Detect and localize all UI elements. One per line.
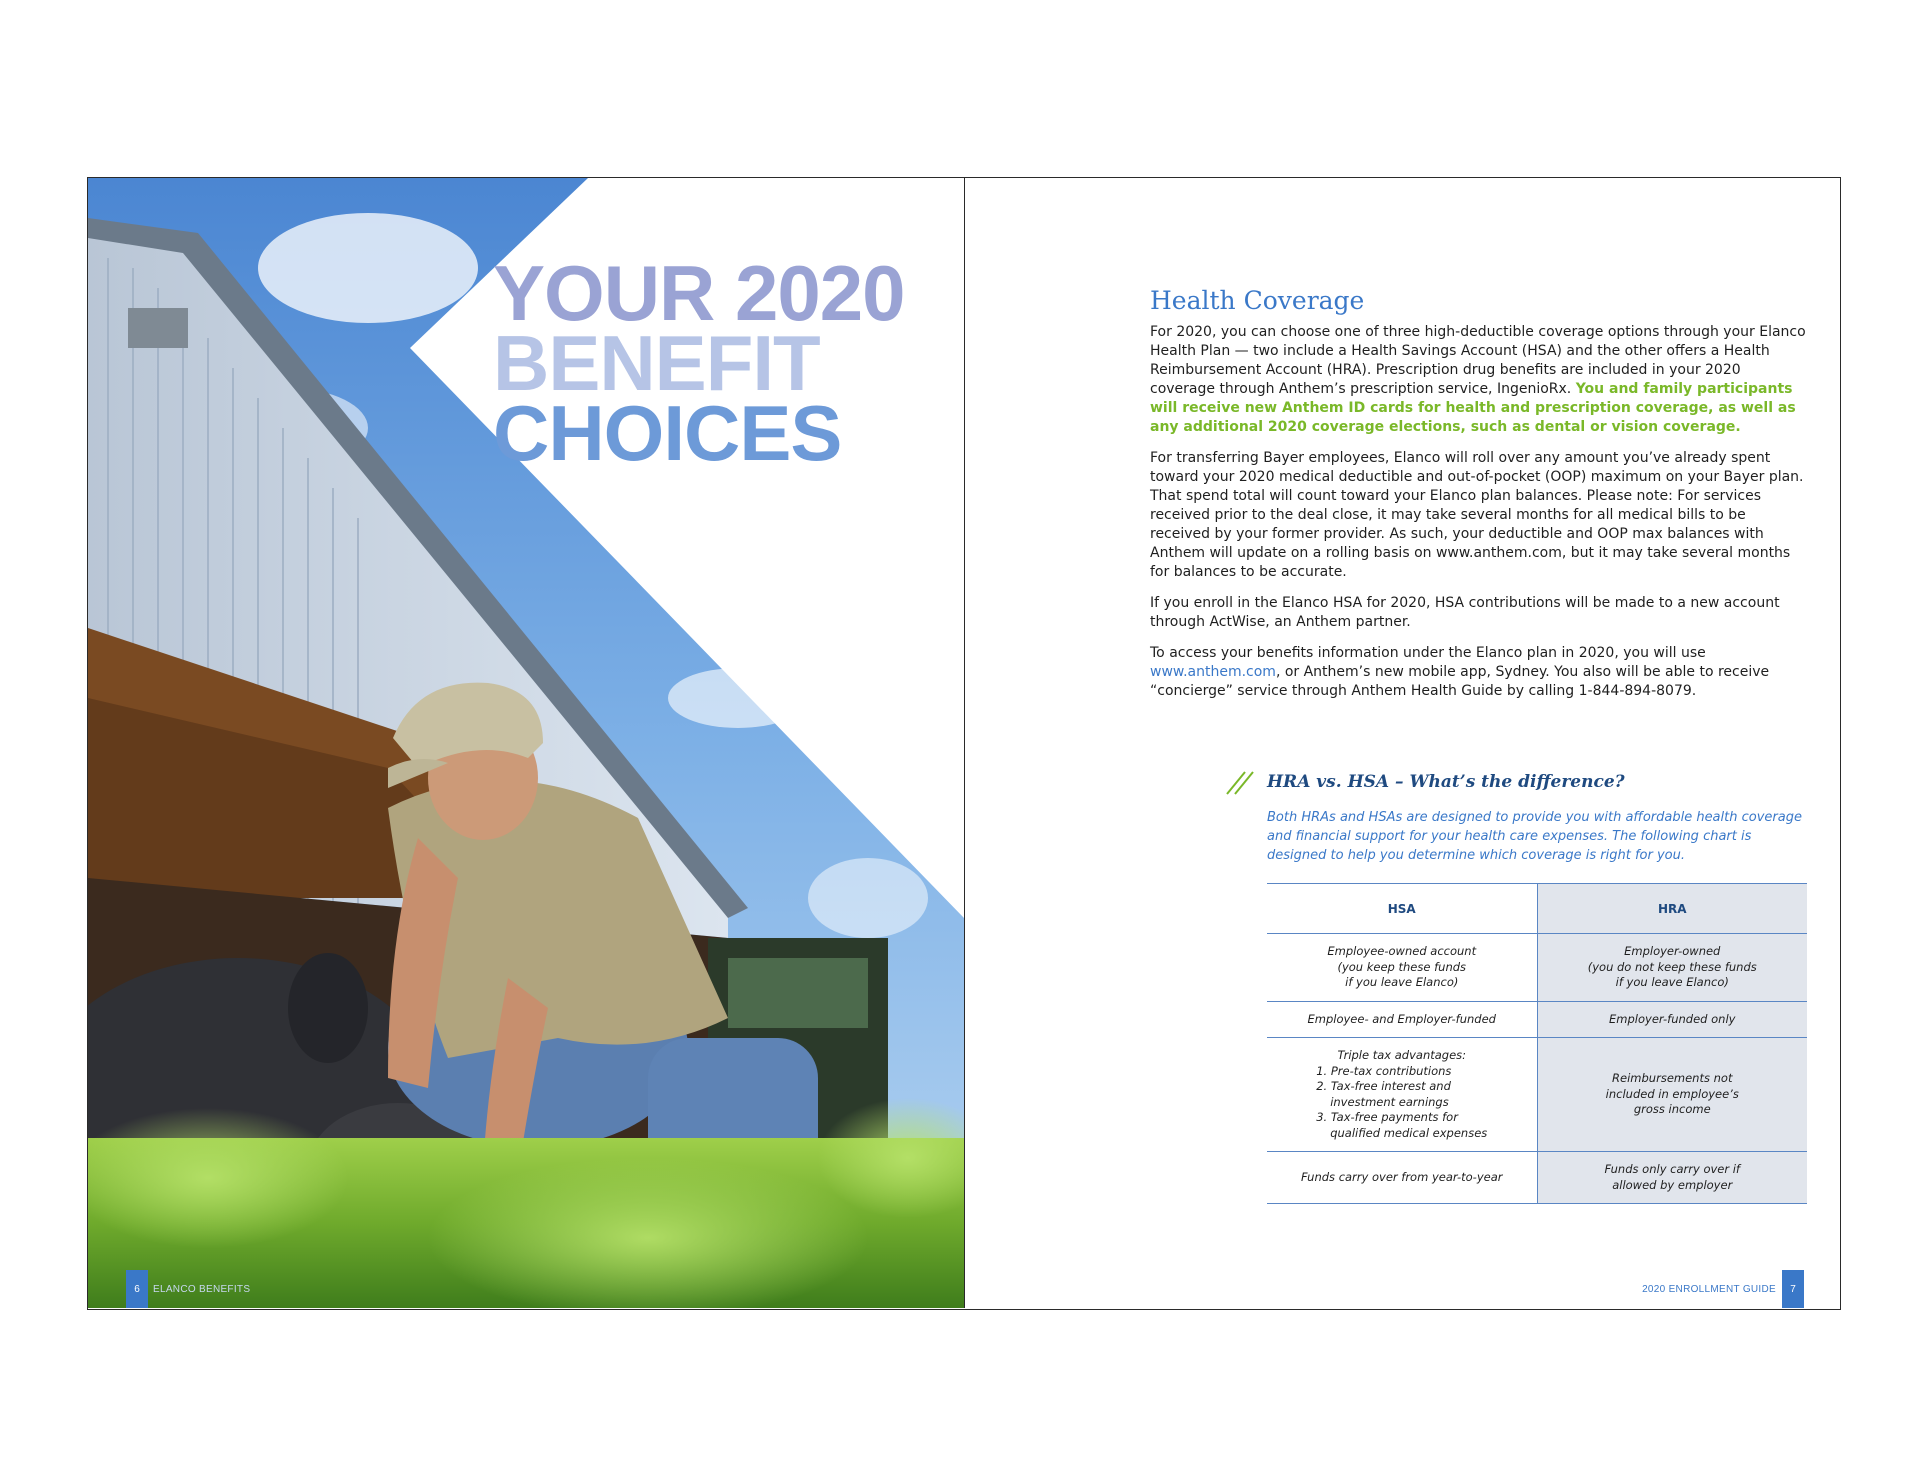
- cell-text: allowed by employer: [1612, 1177, 1733, 1192]
- folio-label-right: 2020 ENROLLMENT GUIDE: [1642, 1283, 1776, 1295]
- list-item: 2. Tax-free interest and: [1316, 1079, 1451, 1093]
- cell-text: (you keep these funds: [1337, 959, 1467, 974]
- right-page: [964, 178, 1840, 1308]
- table-cell: [1537, 1038, 1807, 1152]
- comparison-table: [1267, 883, 1807, 1204]
- page-number-right: 7: [1782, 1270, 1804, 1308]
- comparison-title: HRA vs. HSA – What’s the difference?: [1267, 772, 1625, 792]
- table-cell: Funds carry over from year-to-year: [1267, 1152, 1537, 1204]
- paragraph-options-text: For 2020, you can choose one of three high-deductible coverage options through your Elanco Health Plan — two include a Health Savings Account (HSA) and the other offers a Health Reimbursement Account (HRA). Prescription drug benefits are included in your 2020 coverage through Anthem’s prescription service, IngenioRx.: [1150, 324, 1806, 397]
- comparison-intro: Both HRAs and HSAs are designed to provide you with affordable health coverage and financial support for your health care expenses. The following chart is designed to help you determine which coverage is right for you.: [1267, 810, 1802, 863]
- paragraph-bayer-transfer: For transferring Bayer employees, Elanco will roll over any amount you’ve already spent toward your 2020 medical deductible and out-of-pocket (OOP) maximum on your Bayer plan. That spend total will count toward your Elanco plan balances. Please note: For services received prior to the deal close, it may take several months for all medical bills to be received by your former provider. As such, your deductible and OOP max balances with Anthem will update on a rolling basis on www.anthem.com, but it may take several months for balances to be accurate.: [1150, 450, 1804, 580]
- table-cell: Employee- and Employer-funded: [1267, 1002, 1537, 1038]
- paragraph-options-highlight: You and family participants will receive new Anthem ID cards for health and prescription coverage, as well as any additional 2020 coverage elections, such as dental or vision coverage.: [1150, 381, 1796, 435]
- left-page: [88, 178, 964, 1308]
- table-cell: Employer-funded only: [1537, 1002, 1807, 1038]
- list-item: 3. Tax-free payments for: [1316, 1110, 1458, 1124]
- anthem-link[interactable]: www.anthem.com: [1150, 664, 1276, 680]
- list-item: 1. Pre-tax contributions: [1316, 1063, 1452, 1078]
- hra-hsa-comparison: [1267, 768, 1807, 1204]
- folio-label-left: ELANCO BENEFITS: [153, 1283, 251, 1295]
- section-heading: Health Coverage: [1150, 286, 1365, 315]
- comparison-header: [1223, 768, 1807, 796]
- paragraph-options: [1150, 323, 1810, 437]
- table-row: [1267, 1038, 1807, 1152]
- header-hsa: HSA: [1267, 884, 1537, 934]
- paragraph-access: [1150, 644, 1810, 701]
- table-cell: [1267, 934, 1537, 1002]
- table-row: [1267, 1152, 1807, 1204]
- list-item-continued: qualified medical expenses: [1330, 1125, 1488, 1140]
- table-cell: [1537, 934, 1807, 1002]
- left-folio: [126, 1270, 250, 1308]
- cell-text: if you leave Elanco): [1345, 975, 1459, 990]
- cell-text: included in employee’s: [1605, 1086, 1739, 1101]
- table-cell: [1537, 1152, 1807, 1204]
- list-item-continued: investment earnings: [1330, 1094, 1449, 1109]
- tax-advantages-list: [1316, 1048, 1487, 1141]
- cell-text: gross income: [1633, 1102, 1711, 1117]
- double-slash-icon: [1223, 768, 1259, 796]
- table-row: [1267, 934, 1807, 1002]
- table-header-row: [1267, 884, 1807, 934]
- brochure-spread: [87, 177, 1841, 1310]
- page-number-left: 6: [126, 1270, 148, 1308]
- headline-line-2: BENEFIT: [493, 319, 820, 407]
- cell-text: (you do not keep these funds: [1587, 959, 1757, 974]
- health-coverage-section: [1150, 286, 1810, 713]
- cover-headline: [493, 249, 905, 477]
- cell-text: Employee-owned account: [1327, 944, 1477, 959]
- headline-line-3: CHOICES: [493, 389, 842, 477]
- cell-text: Funds only carry over if: [1604, 1162, 1740, 1176]
- cell-text: if you leave Elanco): [1615, 975, 1729, 990]
- header-hra: HRA: [1537, 884, 1807, 934]
- table-cell: [1267, 1038, 1537, 1152]
- cell-text: Employer-owned: [1624, 944, 1721, 959]
- cell-text: Triple tax advantages:: [1337, 1048, 1467, 1062]
- headline-line-1: YOUR 2020: [493, 249, 905, 337]
- cell-text: Reimbursements not: [1612, 1071, 1733, 1086]
- paragraph-hsa-enroll: If you enroll in the Elanco HSA for 2020, HSA contributions will be made to a new account through ActWise, an Anthem partner.: [1150, 595, 1780, 630]
- paragraph-access-after: , or Anthem’s new mobile app, Sydney. You also will be able to receive “concierge” service through Anthem Health Guide by calling 1-844-894-8079.: [1150, 664, 1770, 699]
- table-row: [1267, 1002, 1807, 1038]
- right-folio: [1642, 1270, 1804, 1308]
- paragraph-access-before: To access your benefits information under the Elanco plan in 2020, you will use: [1150, 645, 1706, 661]
